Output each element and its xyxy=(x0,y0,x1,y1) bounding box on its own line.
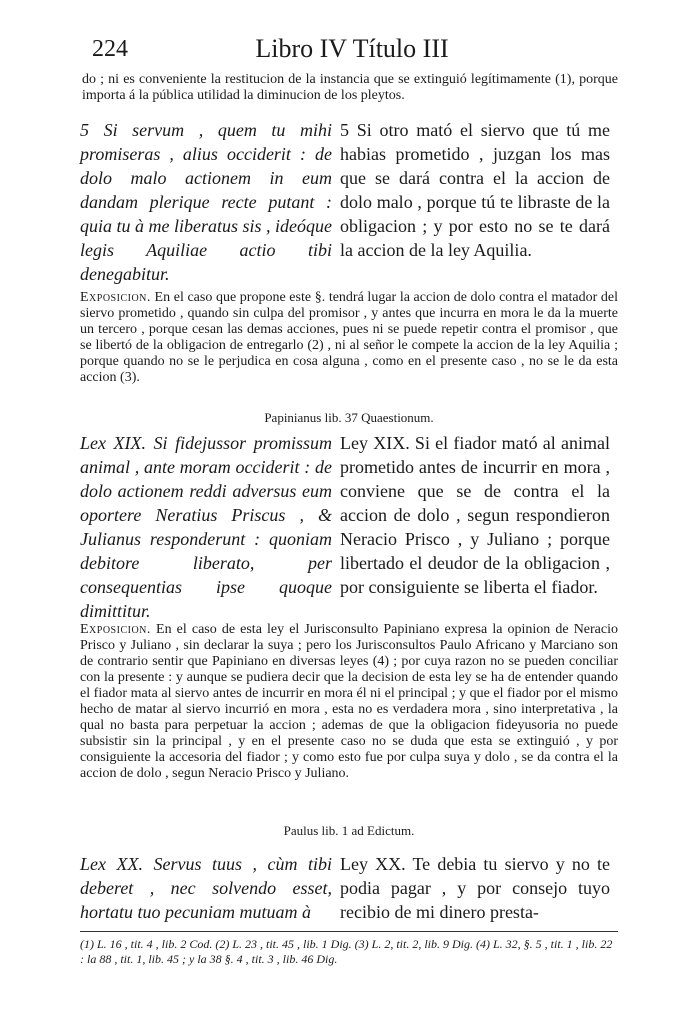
section5-latin: 5 Si servum , quem tu mihi promiseras , alius occiderit : de dolo malo actionem in eum dandam plerique recte putant : quia tu à me liberatus sis , ideóque legis Aquiliae actio tibi denegabitur. xyxy=(80,120,332,284)
section5-spanish: 5 Si otro mató el siervo que tú me habias prometido , juzgan los mas que se dará contra el la accion de dolo malo , porque tú te libraste de la obligacion ; y por esto no se te dará la accion de la ley Aquilia. xyxy=(340,120,610,260)
attribution-paulus: Paulus lib. 1 ad Edictum. xyxy=(283,823,415,838)
running-head: Libro IV Título III xyxy=(255,34,449,63)
exposicion-1-label: Exposicion. xyxy=(80,290,151,305)
exposicion-2-text: En el caso de esta ley el Jurisconsulto Papiniano expresa la opinion de Neracio Prisco y Juliano , sin declarar la suya ; pero los Jurisconsultos Paulo Africano y Marciano son de contrario sentir que Papiniano en diversas leyes (4) ; por cuya razon no se pueden conciliar con la presente : y aunque se pudiera decir que la decision de esta ley se ha de entender quando el fiador mata al siervo antes de incurrir en mora él ni el principal ; y que el fiador por el mismo hecho de matar al siervo incurrió en mora , esta no es verdadera mora , sino interpretativa , la qual no basta para perpetuar la accion ; ademas de que la obligacion fideyusoria no puede subsistir sin la principal , y en el presente caso no se duda que esta se extinguió , y por consiguiente la accesoria del fiador ; y como esto fue por culpa suya y dolo , se da contra el la accion de dolo , segun Neracio Prisco y Juliano. xyxy=(80,622,619,781)
footnote-divider xyxy=(80,931,618,932)
lex20-spanish: Ley XX. Te debia tu siervo y no te podia pagar , y por consejo tuyo recibio de mi dinero presta- xyxy=(340,854,610,922)
exposicion-1-text: En el caso que propone este §. tendrá lugar la accion de dolo contra el matador del siervo prometido , quando sin culpa del promisor , y antes que incurra en mora le da la muerte un tercero , porque cesan las demas acciones, pues ni se puede repetir contra el promisor , que se libertó de la obligacion de entregarlo (2) , ni al señor le compete la accion de la ley Aquilia ; porque quando no se le perjudica en cosa alguna , como en el presente caso , no se le da esta accion (3). xyxy=(80,290,619,385)
lex19-spanish: Ley XIX. Si el fiador mató al animal prometido antes de incurrir en mora , conviene que se de contra el la accion de dolo , segun respondieron Neracio Prisco , y Juliano ; porque libertado el deudor de la obligacion , por consiguiente se liberta el fiador. xyxy=(340,433,610,597)
attribution-papinianus: Papinianus lib. 37 Quaestionum. xyxy=(264,410,434,425)
footnotes: (1) L. 16 , tit. 4 , lib. 2 Cod. (2) L. 23 , tit. 45 , lib. 1 Dig. (3) L. 2, tit. 2, lib. 9 Dig. (4) L. 32, §. 5 , tit. 1 , lib. 22 : la 88 , tit. 1, lib. 45 ; y la 38 §. 4 , tit. 3 , lib. 46 Dig. xyxy=(80,937,613,966)
exposicion-2-label: Exposicion. xyxy=(80,622,151,637)
lex20-latin: Lex XX. Servus tuus , cùm tibi deberet , nec solvendo esset, hortatu tuo pecuniam mutuam à xyxy=(80,854,332,922)
lex19-latin: Lex XIX. Si fidejussor promissum animal , ante moram occiderit : de dolo actionem reddi adversus eum oportere Neratius Priscus , & Julianus responderunt : quoniam debitore liberato, per consequentias ipse quoque dimittitur. xyxy=(80,433,332,621)
page-header xyxy=(82,34,622,68)
page-number: 224 xyxy=(92,36,128,62)
exposicion-2 xyxy=(80,622,618,782)
intro-paragraph: do ; ni es conveniente la restitucion de la instancia que se extinguió legítimamente (1), porque importa á la pública utilidad la diminucion de los pleytos. xyxy=(82,72,618,103)
exposicion-1 xyxy=(80,290,618,386)
